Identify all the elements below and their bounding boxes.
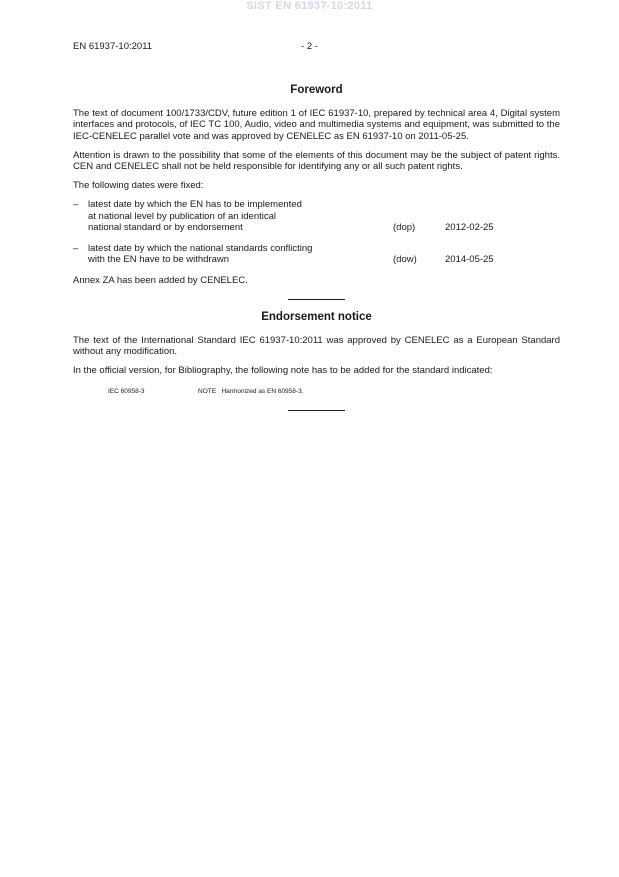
date-code: (dow) (393, 254, 417, 266)
foreword-paragraph: The following dates were fixed: (73, 180, 204, 192)
date-item-dow (73, 243, 560, 265)
list-dash: – (73, 243, 79, 255)
document-id: EN 61937-10:2011 (73, 41, 153, 52)
note-text: NOTE Harmonized as EN 60958-3. (198, 388, 304, 396)
section-divider (288, 299, 345, 300)
foreword-paragraph: The text of document 100/1733/CDV, future edition 1 of IEC 61937-10, prepared by technical area 4, Digital system interfaces and protocols, of IEC TC 100, Audio, video and multimedia systems and equipment, was submitted to the IEC-CENELEC parallel vote and was approved by CENELEC as EN 61937-10 on 2011-05-25. (73, 108, 560, 142)
date-value: 2012-02-25 (445, 221, 494, 233)
desc-line: national standard or by endorsement (88, 221, 243, 233)
watermark: SIST EN 61937-10:2011 (246, 0, 373, 12)
foreword-title: Foreword (290, 84, 343, 96)
date-value: 2014-05-25 (445, 254, 494, 266)
annex-note: Annex ZA has been added by CENELEC. (73, 275, 248, 287)
page-content (73, 85, 560, 423)
desc-line: with the EN have to be withdrawn (88, 254, 229, 266)
endorsement-paragraph: The text of the International Standard IEC 61937-10:2011 was approved by CENELEC as a European Standard without any modification. (73, 334, 560, 358)
date-code: (dop) (393, 221, 416, 233)
desc-line: latest date by which the EN has to be implemented (88, 199, 302, 211)
page-number: - 2 - (301, 41, 318, 52)
bibliography-note (108, 386, 560, 397)
date-description (88, 199, 393, 233)
section-divider (288, 410, 345, 411)
list-dash: – (73, 199, 79, 211)
note-reference: IEC 60958-3 (108, 388, 145, 396)
desc-line: latest date by which the national standards conflicting (88, 243, 313, 255)
dates-list (73, 199, 560, 265)
date-item-dop (73, 199, 560, 233)
endorsement-title: Endorsement notice (261, 310, 372, 323)
endorsement-paragraph: In the official version, for Bibliography, the following note has to be added for the standard indicated: (73, 365, 493, 377)
foreword-paragraph: Attention is drawn to the possibility that some of the elements of this document may be the subject of patent rights. CEN and CENELEC shall not be held responsible for identifying any or all such patent rights. (73, 149, 560, 173)
desc-line: at national level by publication of an identical (88, 210, 277, 222)
date-description (88, 243, 393, 265)
